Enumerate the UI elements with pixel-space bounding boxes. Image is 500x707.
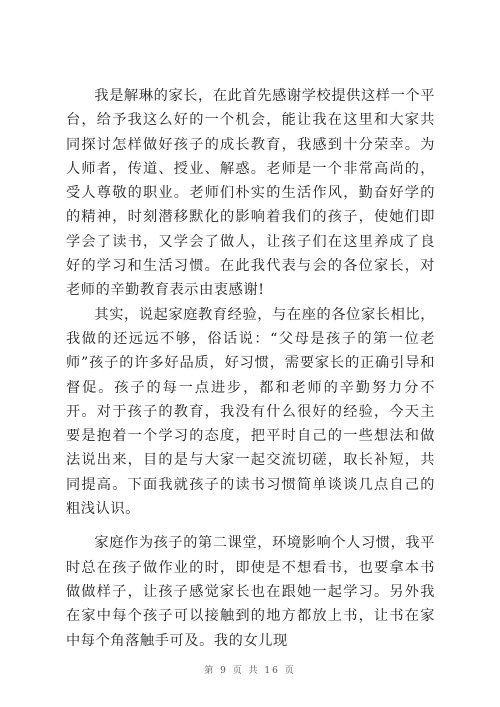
paragraph-2: 其实，说起家庭教育经验，与在座的各位家长相比，我做的还远远不够，俗话说：“父母是孩子的第一位老师”孩子的许多好品质，好习惯，需要家长的正确引导和督促。孩子的每一点进步，都和老师的辛勤努力分不开。对于孩子的教育，我没有什么很好的经验，今天主要是抱着一个学习的态度，把平时自己的一些想法和做法说出来，目的是与大家一起交流切磋，取长补短，共同提高。下面我就孩子的读书习惯简单谈谈几点自己的粗浅认识。 (66, 306, 435, 518)
paragraph-1: 我是解琳的家长，在此首先感谢学校提供这样一个平台，给予我这么好的一个机会，能让我在这里和大家共同探讨怎样做好孩子的成长教育，我感到十分荣幸。为人师者，传道、授业、解惑。老师是一个非常高尚的，受人尊敬的职业。老师们朴实的生活作风，勤奋好学的的精神，时刻潜移默化的影响着我们的孩子，使她们即学会了读书，又学会了做人，让孩子们在这里养成了良好的学习和生活习惯。在此我代表与会的各位家长，对老师的辛勤教育表示由衷感谢! (66, 88, 435, 299)
page-number-footer: 第 9 页 共 16 页 (204, 666, 296, 676)
paragraph-3: 家庭作为孩子的第二课堂，环境影响个人习惯，我平时总在孩子做作业的时，即使是不想看书，也要拿本书做做样子，让孩子感觉家长也在跟她一起学习。另外我在家中每个孩子可以接触到的地方都放上书，让书在家中每个角落触手可及。我的女儿现 (66, 535, 435, 649)
document-body (66, 84, 435, 653)
